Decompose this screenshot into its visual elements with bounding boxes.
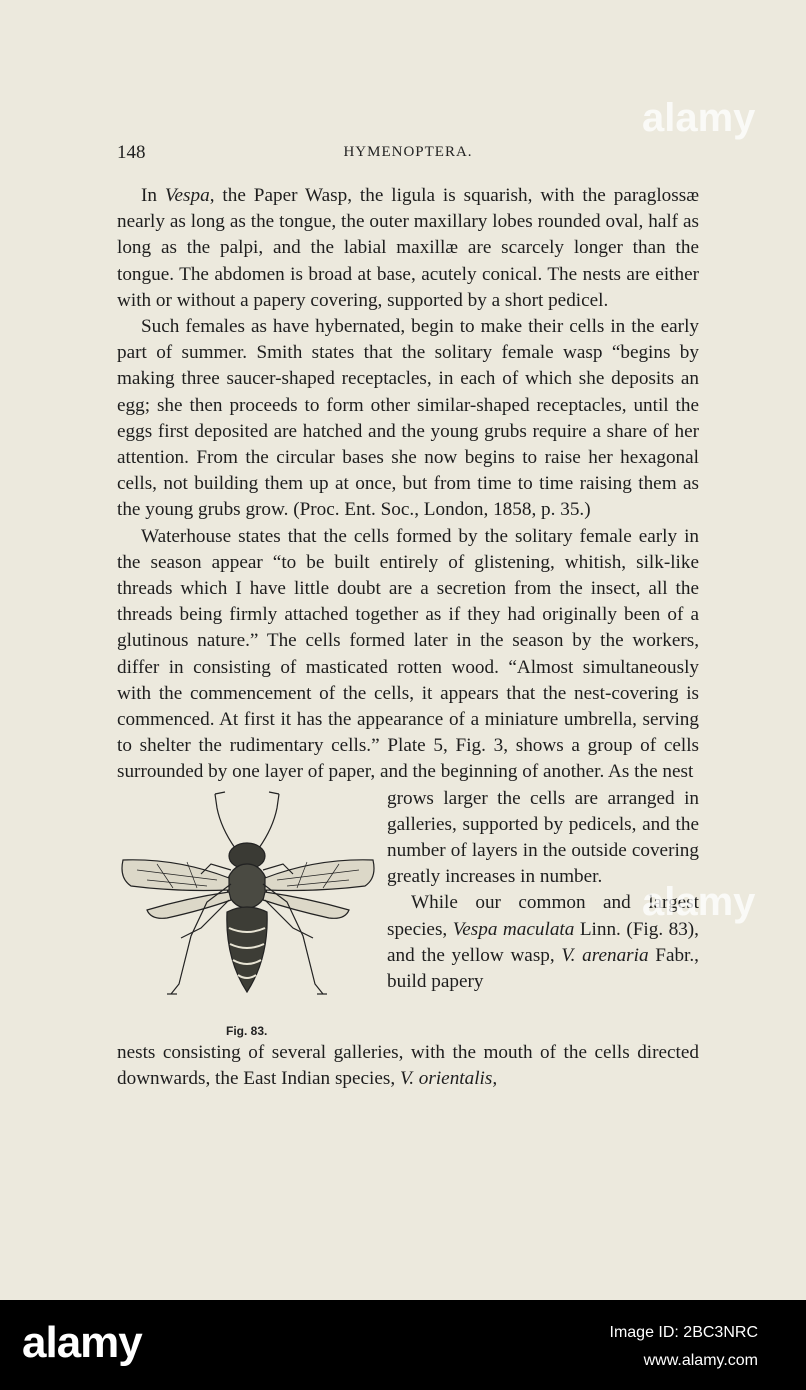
wrap-span: Fabr., build papery <box>387 944 699 993</box>
wrap-span: grows larger the cells are arranged in galleries, supported by pedicels, and the number of layers in the outside covering greatly increases in number. <box>387 787 699 888</box>
wrap-span: While our common and largest species, <box>387 892 699 940</box>
wrap-span: V. arenaria <box>561 944 649 966</box>
wrap-span: Vespa maculata <box>452 918 575 940</box>
page-header <box>117 142 699 166</box>
image-url: www.alamy.com <box>643 1352 758 1369</box>
body-text <box>117 183 699 1092</box>
after-span: V. orientalis, <box>399 1067 498 1089</box>
watermark-overlay-top: alamy <box>642 96 756 140</box>
paragraph-span: In <box>141 185 165 206</box>
alamy-logo: alamy <box>22 1318 142 1367</box>
figure-83 <box>117 788 379 1040</box>
paragraph-span: , the Paper Wasp, the ligula is squarish, with the paraglossæ nearly as long as the tongue, the outer maxillary lobes rounded oval, half as long as the palpi, and the labial maxillæ are scarcely longer than the tongue. The abdomen is broad at base, acutely conical. The nests are either with or without a papery covering, supported by a short pedicel. <box>117 185 700 311</box>
paragraph-span: Waterhouse states that the cells formed by the solitary female early in the season appear “to be built entirely of glistening, whitish, silk-like threads which I have little doubt are a secretion from the insect, all the threads being firmly attached together as if they had originally been of a glutinous nature.” The cells formed later in the season by the workers, differ in consisting of masticated rotten wood. “Almost simultaneously with the commencement of the cells, it appears that the nest-covering is commenced. At first it has the appearance of a miniature umbrella, serving to shelter the rudimentary cells.” Plate 5, Fig. 3, shows a group of cells surrounded by one layer of paper, and the beginning of another. As the nest <box>117 525 699 783</box>
paragraph <box>117 183 699 314</box>
after-span: nests consisting of several galleries, with the mouth of the cells directed downwards, the East Indian species, <box>117 1041 699 1089</box>
wrap-span: Linn. (Fig. 83), and the yellow wasp, <box>387 918 699 966</box>
running-head: HYMENOPTERA. <box>343 144 473 160</box>
wasp-engraving-icon <box>117 788 379 1028</box>
watermark-banner <box>0 1300 806 1390</box>
figure-caption: Fig. 83. <box>226 1023 268 1038</box>
watermark-overlay-mid: alamy <box>642 880 756 924</box>
figure-block <box>117 786 699 1092</box>
paragraphs <box>117 183 699 786</box>
paragraph-span: Such females as have hybernated, begin to make their cells in the early part of summer. Smith states that the solitary female wasp “begins by making three saucer-shaped receptacles, in each of which she deposits an egg; she then proceeds to form other similar-shaped receptacles, until the eggs first deposited are hatched and the young grubs require a share of her attention. From the circular bases she now begins to raise her hexagonal cells, not building them up at once, but from time to time raising them as the young grubs grow. (Proc. Ent. Soc., London, 1858, p. 35.) <box>117 316 699 521</box>
after-figure-text <box>117 1040 699 1092</box>
paragraph <box>117 314 699 524</box>
image-id: Image ID: 2BC3NRC <box>609 1324 758 1341</box>
paragraph-span: Vespa <box>164 185 210 206</box>
paragraph <box>117 524 699 786</box>
page-number: 148 <box>117 142 146 163</box>
